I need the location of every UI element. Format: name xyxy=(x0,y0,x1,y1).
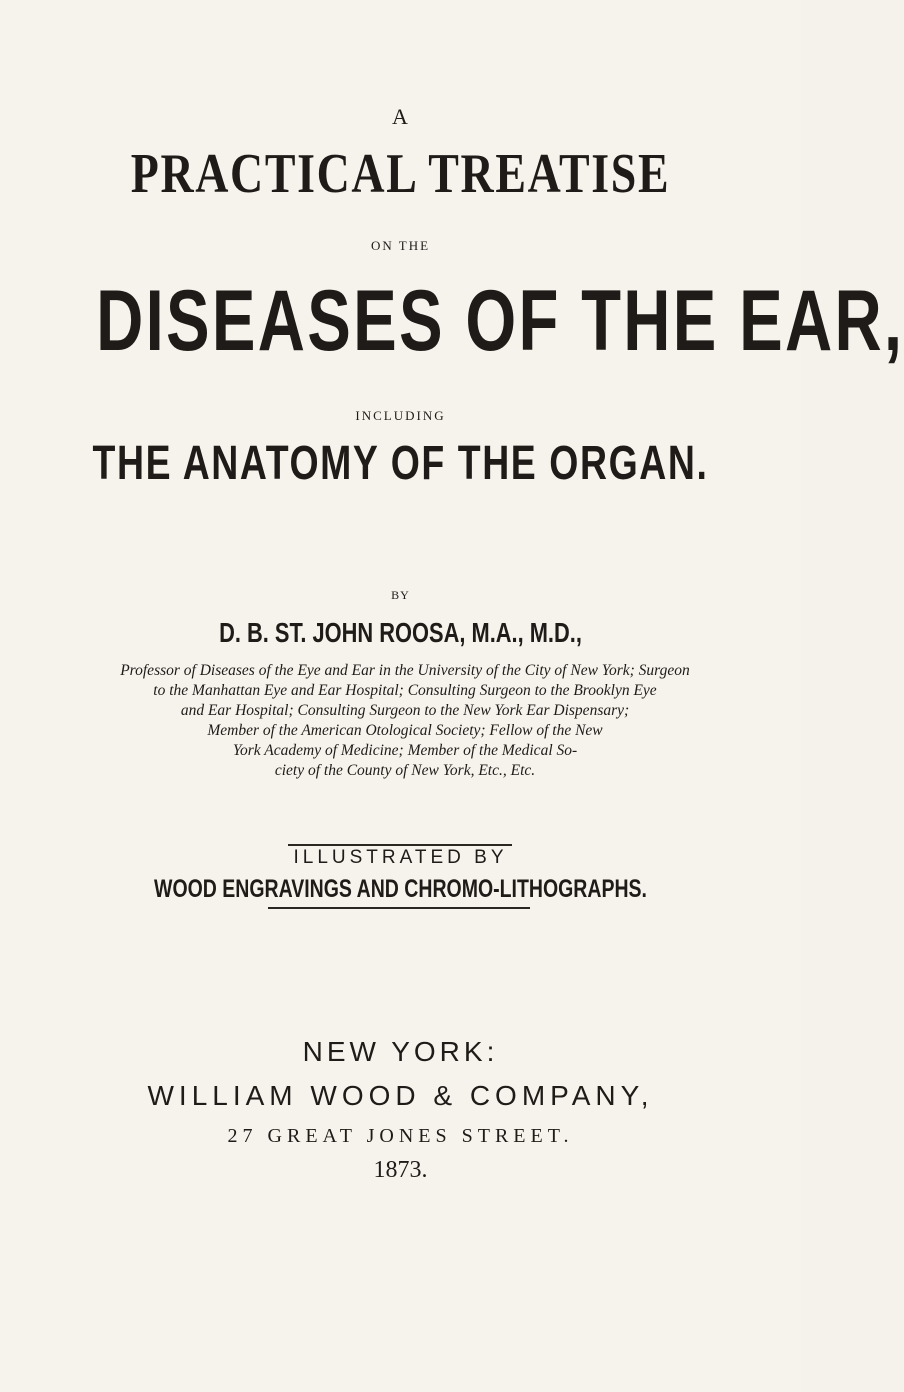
publication-year: 1873. xyxy=(373,1157,428,1183)
bottom-divider-rule xyxy=(268,907,530,909)
publisher-name: WILLIAM WOOD & COMPANY, xyxy=(147,1080,654,1111)
publisher-address: 27 GREAT JONES STREET. xyxy=(227,1125,574,1147)
credentials-line-2: to the Manhattan Eye and Ear Hospital; Consulting Surgeon to the Brooklyn Eye xyxy=(153,682,657,699)
credentials-line-6: ciety of the County of New York, Etc., Etc. xyxy=(274,762,536,779)
credentials-line-3: and Ear Hospital; Consulting Surgeon to the New York Ear Dispensary; xyxy=(180,702,630,719)
title-line-3: THE ANATOMY OF THE ORGAN. xyxy=(92,437,709,490)
title-article: A xyxy=(392,104,409,129)
title-line-1: PRACTICAL TREATISE xyxy=(130,143,671,205)
title-line-2: DISEASES OF THE EAR, xyxy=(96,273,904,369)
including-text: INCLUDING xyxy=(355,408,446,423)
illustrated-by-text: ILLUSTRATED BY xyxy=(293,847,508,868)
author-name: D. B. ST. JOHN ROOSA, M.A., M.D., xyxy=(219,617,582,648)
credentials-line-4: Member of the American Otological Society; Fellow of the New xyxy=(207,722,603,739)
credentials-line-1: Professor of Diseases of the Eye and Ear in the University of the City of New York; Surgeon xyxy=(120,662,690,679)
credentials-line-5: York Academy of Medicine; Member of the Medical So- xyxy=(232,742,578,759)
publication-city: NEW YORK: xyxy=(302,1036,499,1067)
on-the-text: ON THE xyxy=(370,238,431,253)
by-text: BY xyxy=(391,588,410,602)
engravings-text: WOOD ENGRAVINGS AND CHROMO-LITHOGRAPHS. xyxy=(154,875,647,903)
top-divider-rule xyxy=(288,844,512,846)
